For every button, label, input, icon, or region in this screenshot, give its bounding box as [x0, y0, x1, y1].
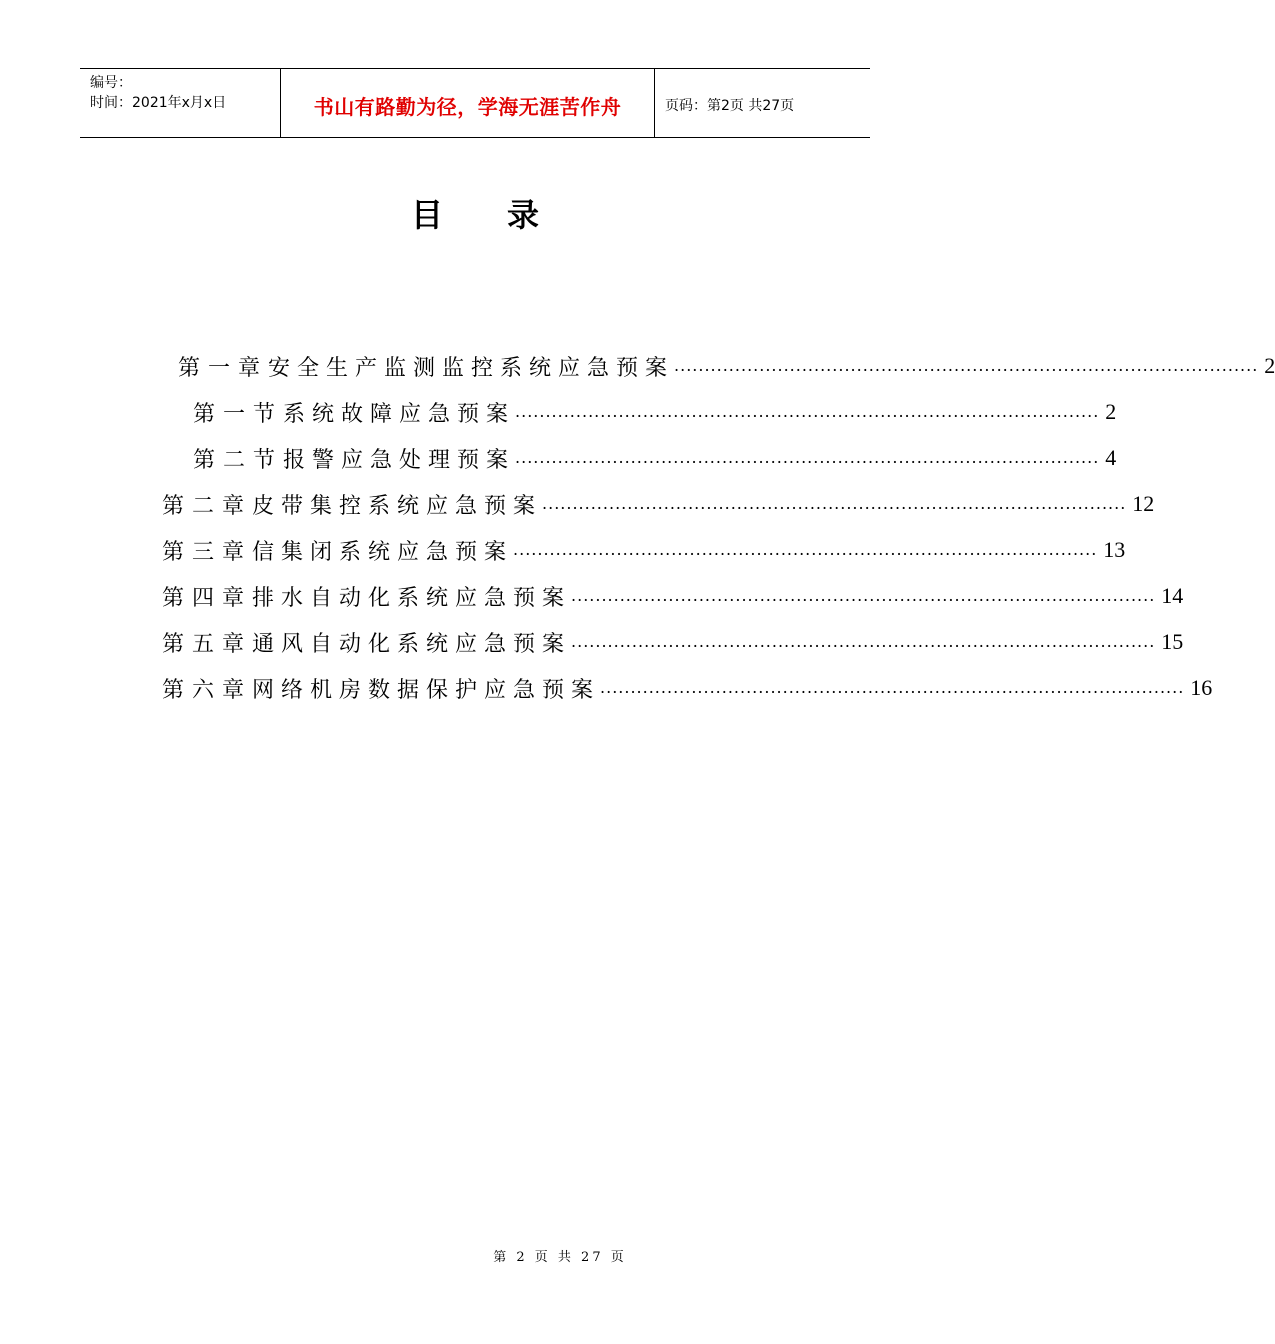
toc-entry-label: 第四章: [162, 585, 253, 611]
toc-entry-text: 信集闭系统应急预案: [252, 539, 514, 565]
header-meta-cell: [80, 69, 281, 137]
toc-entry[interactable]: [162, 484, 1155, 524]
header-page-info: 页码：第2页 共27页: [665, 98, 795, 114]
toc-entry-text: 皮带集控系统应急预案: [252, 493, 543, 519]
toc-entry-page: 2: [1264, 353, 1275, 378]
toc-entry-label: 第三章: [162, 539, 253, 565]
toc-leader-dots: ................................................................................................: [513, 540, 1098, 559]
toc-entry[interactable]: [193, 438, 1117, 478]
toc-entry-page: 4: [1105, 445, 1117, 470]
toc-entry[interactable]: [162, 668, 1213, 708]
toc-entry-label: 第一章: [178, 355, 269, 381]
page-footer: 第 2 页 共 27 页: [493, 1250, 627, 1265]
header-number-label: 编号：: [90, 75, 132, 91]
header-motto-cell: [281, 69, 655, 137]
toc-entry-text: 通风自动化系统应急预案: [252, 631, 572, 657]
header-time-label: 时间：2021年x月x日: [90, 95, 227, 111]
toc-entry-label: 第二章: [162, 493, 253, 519]
toc-entry-page: 12: [1132, 491, 1155, 516]
toc-leader-dots: ................................................................................................: [600, 678, 1185, 697]
page-title: 目录: [410, 196, 603, 234]
toc-entry-label: 第一节: [193, 401, 284, 427]
toc-entry-page: 13: [1103, 537, 1126, 562]
toc-leader-dots: ................................................................................................: [571, 586, 1156, 605]
toc-entry-text: 安全生产监测监控系统应急预案: [268, 355, 675, 381]
toc-leader-dots: ................................................................................................: [674, 356, 1259, 375]
toc-entry[interactable]: [162, 576, 1184, 616]
toc-entry-label: 第五章: [162, 631, 253, 657]
header-page-cell: [655, 69, 870, 137]
toc-entry-page: 14: [1161, 583, 1184, 608]
toc-entry-page: 2: [1105, 399, 1117, 424]
toc-entry[interactable]: [162, 530, 1126, 570]
toc-entry[interactable]: [162, 622, 1184, 662]
toc-entry-text: 网络机房数据保护应急预案: [252, 677, 601, 703]
toc-entry-label: 第六章: [162, 677, 253, 703]
toc-leader-dots: ................................................................................................: [571, 632, 1156, 651]
toc-entry-text: 系统故障应急预案: [283, 401, 516, 427]
page-header: [80, 68, 870, 138]
toc-leader-dots: ................................................................................................: [515, 402, 1100, 421]
toc-entry-page: 15: [1161, 629, 1184, 654]
toc-leader-dots: ................................................................................................: [515, 448, 1100, 467]
toc-entry[interactable]: [178, 346, 1275, 386]
toc-entry-page: 16: [1190, 675, 1213, 700]
header-motto: 书山有路勤为径，学海无涯苦作舟: [313, 94, 622, 119]
toc-entry-label: 第二节: [193, 447, 284, 473]
toc-entry-text: 报警应急处理预案: [283, 447, 516, 473]
toc-leader-dots: ................................................................................................: [542, 494, 1127, 513]
toc-entry[interactable]: [193, 392, 1117, 432]
toc-entry-text: 排水自动化系统应急预案: [252, 585, 572, 611]
